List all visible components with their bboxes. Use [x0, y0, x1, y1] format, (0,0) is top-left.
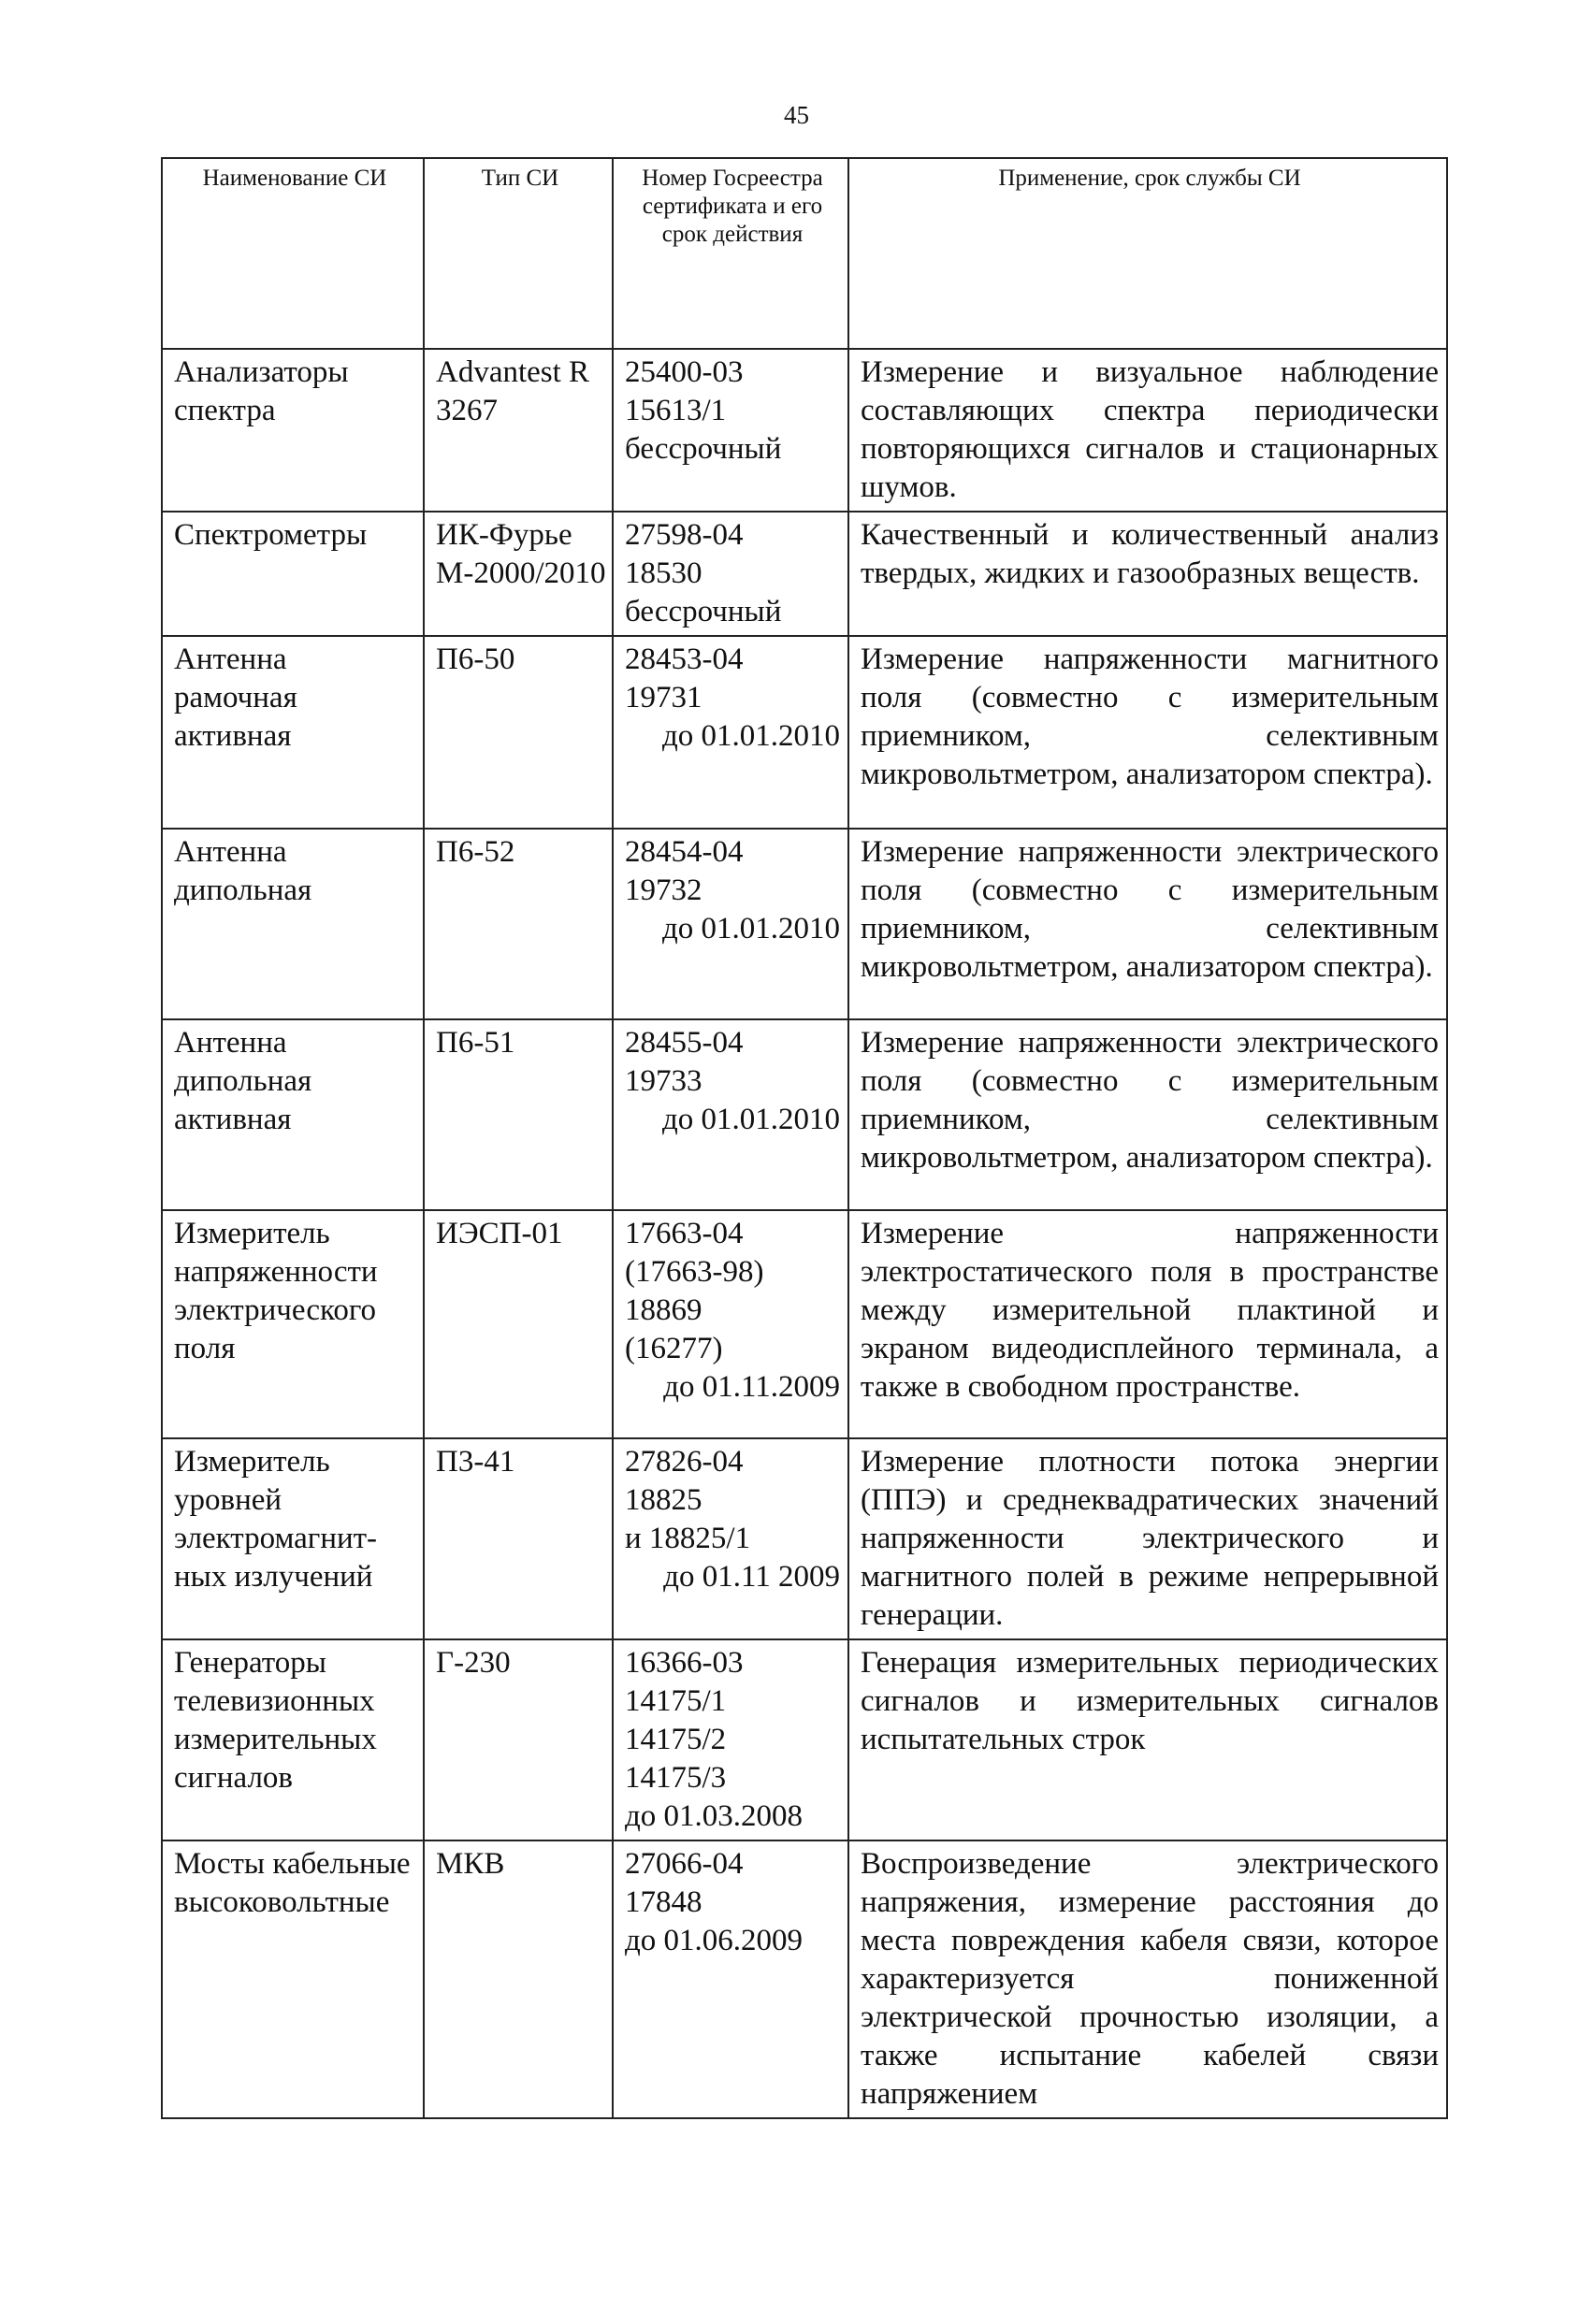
registry-line: (16277)	[625, 1332, 723, 1365]
cell-name: Антенна дипольная активная	[162, 1019, 424, 1210]
page-number: 45	[784, 101, 809, 129]
registry-line: 27598-04	[625, 518, 744, 552]
cell-registry	[613, 1840, 848, 2118]
cell-registry	[613, 636, 848, 829]
table-row	[162, 1840, 1447, 2118]
registry-line: до 01.11 2009	[663, 1560, 840, 1594]
cell-type: П6-52	[424, 829, 613, 1019]
cell-name: Измеритель уровней электромагнит-ных излучений	[162, 1438, 424, 1639]
header-type: Тип СИ	[424, 158, 613, 349]
registry-line: 19733	[625, 1064, 702, 1098]
registry-line: до 01.01.2010	[661, 912, 840, 945]
table-row	[162, 1019, 1447, 1210]
cell-type: П6-51	[424, 1019, 613, 1210]
si-table	[161, 157, 1448, 2119]
cell-application: Генерация измерительных периодических сигналов и измерительных сигналов испытательных строк	[848, 1639, 1447, 1840]
registry-line: до 01.11.2009	[663, 1370, 840, 1404]
cell-application: Воспроизведение электрического напряжения, измерение расстояния до места повреждения кабеля связи, которое характеризуется пониженной электрической прочностью изоляции, а также испытание кабелей связи напряжением	[848, 1840, 1447, 2118]
cell-type: Advantest R 3267	[424, 349, 613, 512]
cell-name: Измеритель напряженности электрического поля	[162, 1210, 424, 1438]
registry-line: 14175/2	[625, 1723, 727, 1756]
table-row	[162, 636, 1447, 829]
registry-line: 28455-04	[625, 1026, 744, 1060]
registry-line: бессрочный	[625, 595, 782, 628]
cell-name: Анализаторы спектра	[162, 349, 424, 512]
cell-type: ИЭСП-01	[424, 1210, 613, 1438]
cell-registry	[613, 1639, 848, 1840]
cell-registry	[613, 1019, 848, 1210]
cell-type: П3-41	[424, 1438, 613, 1639]
header-application: Применение, срок службы СИ	[848, 158, 1447, 349]
registry-line: 28454-04	[625, 835, 744, 869]
cell-application: Измерение плотности потока энергии (ППЭ) и среднеквадратических значений напряженности электрического и магнитного полей в режиме непрерывной генерации.	[848, 1438, 1447, 1639]
registry-line: бессрочный	[625, 432, 782, 466]
cell-application: Измерение напряженности электрического поля (совместно с измерительным приемником, селективным микровольтметром, анализатором спектра).	[848, 829, 1447, 1019]
registry-line: 17848	[625, 1885, 702, 1919]
cell-registry	[613, 349, 848, 512]
registry-line: до 01.06.2009	[625, 1924, 804, 1957]
cell-type: П6-50	[424, 636, 613, 829]
registry-line: 19731	[625, 681, 702, 715]
registry-line: 15613/1	[625, 394, 727, 427]
cell-name: Антенна рамочная активная	[162, 636, 424, 829]
registry-line: 18825	[625, 1483, 702, 1517]
header-name: Наименование СИ	[162, 158, 424, 349]
cell-application: Измерение напряженности электростатического поля в пространстве между измерительной плактиной и экраном видеодисплейного терминала, а также в свободном пространстве.	[848, 1210, 1447, 1438]
registry-line: 25400-03	[625, 355, 744, 389]
cell-type: ИК-Фурье М-2000/2010	[424, 512, 613, 636]
registry-line: 17663-04	[625, 1217, 744, 1250]
registry-line: 16366-03	[625, 1646, 744, 1680]
registry-line: 19732	[625, 873, 702, 907]
cell-name: Мосты кабельные высоковольтные	[162, 1840, 424, 2118]
registry-line: 27066-04	[625, 1847, 744, 1881]
cell-name: Спектрометры	[162, 512, 424, 636]
registry-line: до 01.03.2008	[625, 1799, 804, 1833]
registry-line: до 01.01.2010	[661, 719, 840, 753]
registry-line: 28453-04	[625, 642, 744, 676]
cell-registry	[613, 512, 848, 636]
cell-registry	[613, 829, 848, 1019]
cell-registry	[613, 1210, 848, 1438]
cell-application: Измерение напряженности магнитного поля (совместно с измерительным приемником, селективным микровольтметром, анализатором спектра).	[848, 636, 1447, 829]
registry-line: и 18825/1	[625, 1522, 751, 1555]
registry-line: (17663-98)	[625, 1255, 764, 1289]
registry-line: 18869	[625, 1293, 702, 1327]
registry-line: 14175/1	[625, 1684, 727, 1718]
table-row	[162, 1639, 1447, 1840]
cell-name: Антенна дипольная	[162, 829, 424, 1019]
registry-line: 27826-04	[625, 1445, 744, 1479]
registry-line: до 01.01.2010	[661, 1103, 840, 1136]
cell-application: Измерение напряженности электрического поля (совместно с измерительным приемником, селективным микровольтметром, анализатором спектра).	[848, 1019, 1447, 1210]
cell-type: Г-230	[424, 1639, 613, 1840]
registry-line: 18530	[625, 556, 702, 590]
header-registry: Номер Госреестра сертификата и его срок действия	[613, 158, 848, 349]
table-row	[162, 1438, 1447, 1639]
cell-name: Генераторы телевизионных измерительных сигналов	[162, 1639, 424, 1840]
cell-application: Измерение и визуальное наблюдение составляющих спектра периодически повторяющихся сигналов и стационарных шумов.	[848, 349, 1447, 512]
registry-line: 14175/3	[625, 1761, 727, 1795]
table-row	[162, 829, 1447, 1019]
table-row	[162, 349, 1447, 512]
cell-application: Качественный и количественный анализ твердых, жидких и газообразных веществ.	[848, 512, 1447, 636]
cell-type: МКВ	[424, 1840, 613, 2118]
table-row	[162, 1210, 1447, 1438]
table-header-row	[162, 158, 1447, 349]
cell-registry	[613, 1438, 848, 1639]
table-row	[162, 512, 1447, 636]
